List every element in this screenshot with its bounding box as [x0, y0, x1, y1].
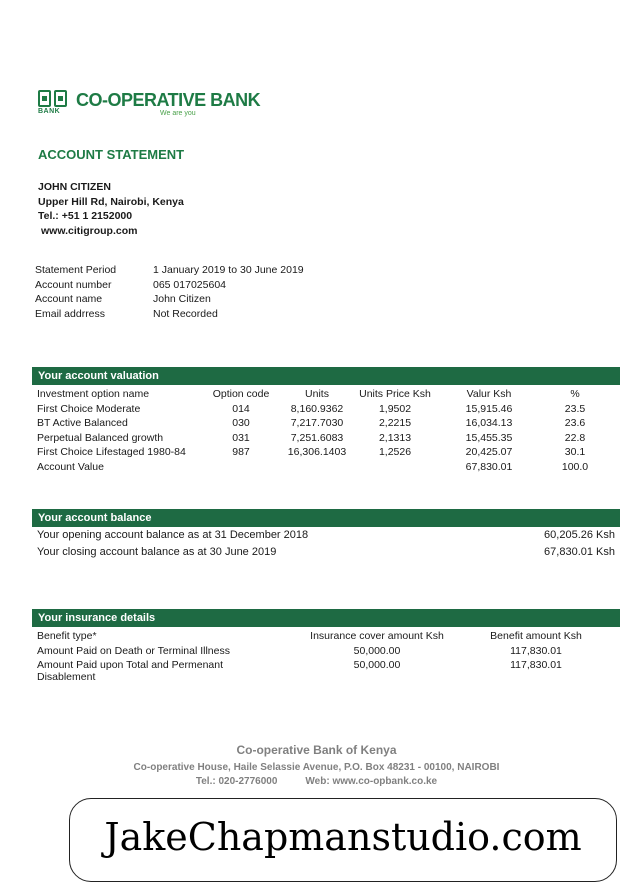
insurance-table [37, 630, 595, 683]
option-name: First Choice Lifestaged 1980-84 [37, 446, 186, 458]
watermark-banner: JakeChapmanstudio.com [69, 798, 617, 882]
detail-label: Account number [35, 278, 112, 291]
option-name: BT Active Balanced [37, 417, 128, 429]
logo-bank-mark: BANK [38, 108, 61, 115]
value: 15,455.35 [465, 431, 513, 444]
table-header-row [37, 630, 595, 645]
balance-table [37, 529, 615, 563]
total-row [37, 461, 605, 476]
column-header: Benefit amount Ksh [490, 630, 582, 642]
bank-tagline: We are you [160, 110, 196, 117]
total-value: 67,830.01 [465, 460, 513, 473]
option-code: 031 [232, 431, 250, 444]
option-code: 030 [232, 417, 250, 429]
benefit-type: Amount Paid on Death or Terminal Illness [37, 644, 230, 657]
detail-row [35, 307, 304, 322]
units: 7,217.7030 [290, 417, 344, 429]
valuation-table [37, 388, 605, 475]
opening-balance-value: 60,205.26 Ksh [544, 529, 615, 541]
detail-value: Not Recorded [153, 307, 218, 320]
column-header: Insurance cover amount Ksh [310, 630, 444, 642]
customer-web: www.citigroup.com [41, 224, 138, 237]
opening-balance-label: Your opening account balance as at 31 December 2018 [37, 529, 309, 541]
detail-label: Statement Period [35, 264, 117, 276]
statement-details [35, 263, 304, 321]
table-header-row [37, 388, 605, 403]
footer-tel: Tel.: 020-2776000 [195, 776, 278, 787]
option-name: Perpetual Balanced growth [37, 431, 164, 444]
cover-amount: 50,000.00 [353, 659, 401, 671]
footer-contact [0, 776, 633, 787]
units: 7,251.6083 [290, 431, 344, 444]
column-header: Option code [212, 388, 270, 400]
closing-balance-value: 67,830.01 Ksh [544, 546, 615, 558]
footer-address: Co-operative House, Haile Selassie Avenue, P.O. Box 48231 - 00100, NAIROBI [133, 762, 500, 773]
footer-bank-name: Co-operative Bank of Kenya [236, 743, 397, 757]
bank-logo [38, 90, 268, 120]
table-row [37, 432, 605, 447]
table-row [37, 659, 595, 674]
table-row [37, 529, 615, 546]
customer-name: JOHN CITIZEN [38, 181, 111, 193]
detail-value: 065 017025604 [153, 278, 226, 291]
total-percent: 100.0 [561, 460, 589, 473]
percent: 30.1 [564, 446, 586, 458]
table-row [37, 446, 605, 461]
value: 15,915.46 [465, 402, 513, 415]
percent: 23.5 [564, 402, 586, 415]
units: 16,306.1403 [287, 446, 347, 458]
statement-title: ACCOUNT STATEMENT [38, 147, 185, 162]
cover-amount: 50,000.00 [353, 644, 401, 657]
closing-balance-label: Your closing account balance as at 30 June 2019 [37, 546, 277, 558]
customer-block [38, 180, 184, 238]
value: 20,425.07 [465, 446, 513, 458]
percent: 23.6 [564, 417, 586, 429]
detail-row [35, 292, 304, 307]
detail-value: 1 January 2019 to 30 June 2019 [153, 264, 304, 276]
column-header: Investment option name [37, 388, 150, 400]
column-header: % [570, 388, 580, 400]
column-header: Valur Ksh [466, 388, 512, 400]
detail-label: Email addrress [35, 307, 106, 320]
option-code: 987 [232, 446, 250, 458]
bank-name: CO-OPERATIVE BANK [76, 90, 261, 110]
unit-price: 2,1313 [378, 431, 412, 444]
column-header: Benefit type* [37, 630, 97, 642]
option-code: 014 [232, 402, 250, 415]
customer-tel: Tel.: +51 1 2152000 [38, 210, 133, 222]
unit-price: 1,2526 [378, 446, 412, 458]
table-row [37, 645, 595, 660]
table-row [37, 403, 605, 418]
insurance-heading: Your insurance details [32, 609, 620, 627]
value: 16,034.13 [465, 417, 513, 429]
detail-label: Account name [35, 293, 103, 305]
column-header: Units [305, 388, 329, 400]
detail-row [35, 278, 304, 293]
customer-address: Upper Hill Rd, Nairobi, Kenya [38, 195, 184, 208]
detail-row [35, 263, 304, 278]
detail-value: John Citizen [153, 293, 211, 305]
table-row [37, 417, 605, 432]
table-row [37, 546, 615, 563]
benefit-amount: 117,830.01 [510, 659, 562, 671]
benefit-amount: 117,830.01 [510, 644, 562, 657]
percent: 22.8 [564, 431, 586, 444]
footer-web: Web: www.co-opbank.co.ke [305, 776, 438, 787]
unit-price: 2,2215 [378, 417, 412, 429]
total-label: Account Value [37, 460, 104, 473]
units: 8,160.9362 [290, 402, 344, 415]
unit-price: 1,9502 [378, 402, 412, 415]
benefit-type: Amount Paid upon Total and Permenant Disablement [37, 659, 224, 683]
column-header: Units Price Ksh [359, 388, 431, 400]
option-name: First Choice Moderate [37, 402, 141, 415]
valuation-heading: Your account valuation [32, 367, 620, 385]
balance-heading: Your account balance [32, 509, 620, 527]
